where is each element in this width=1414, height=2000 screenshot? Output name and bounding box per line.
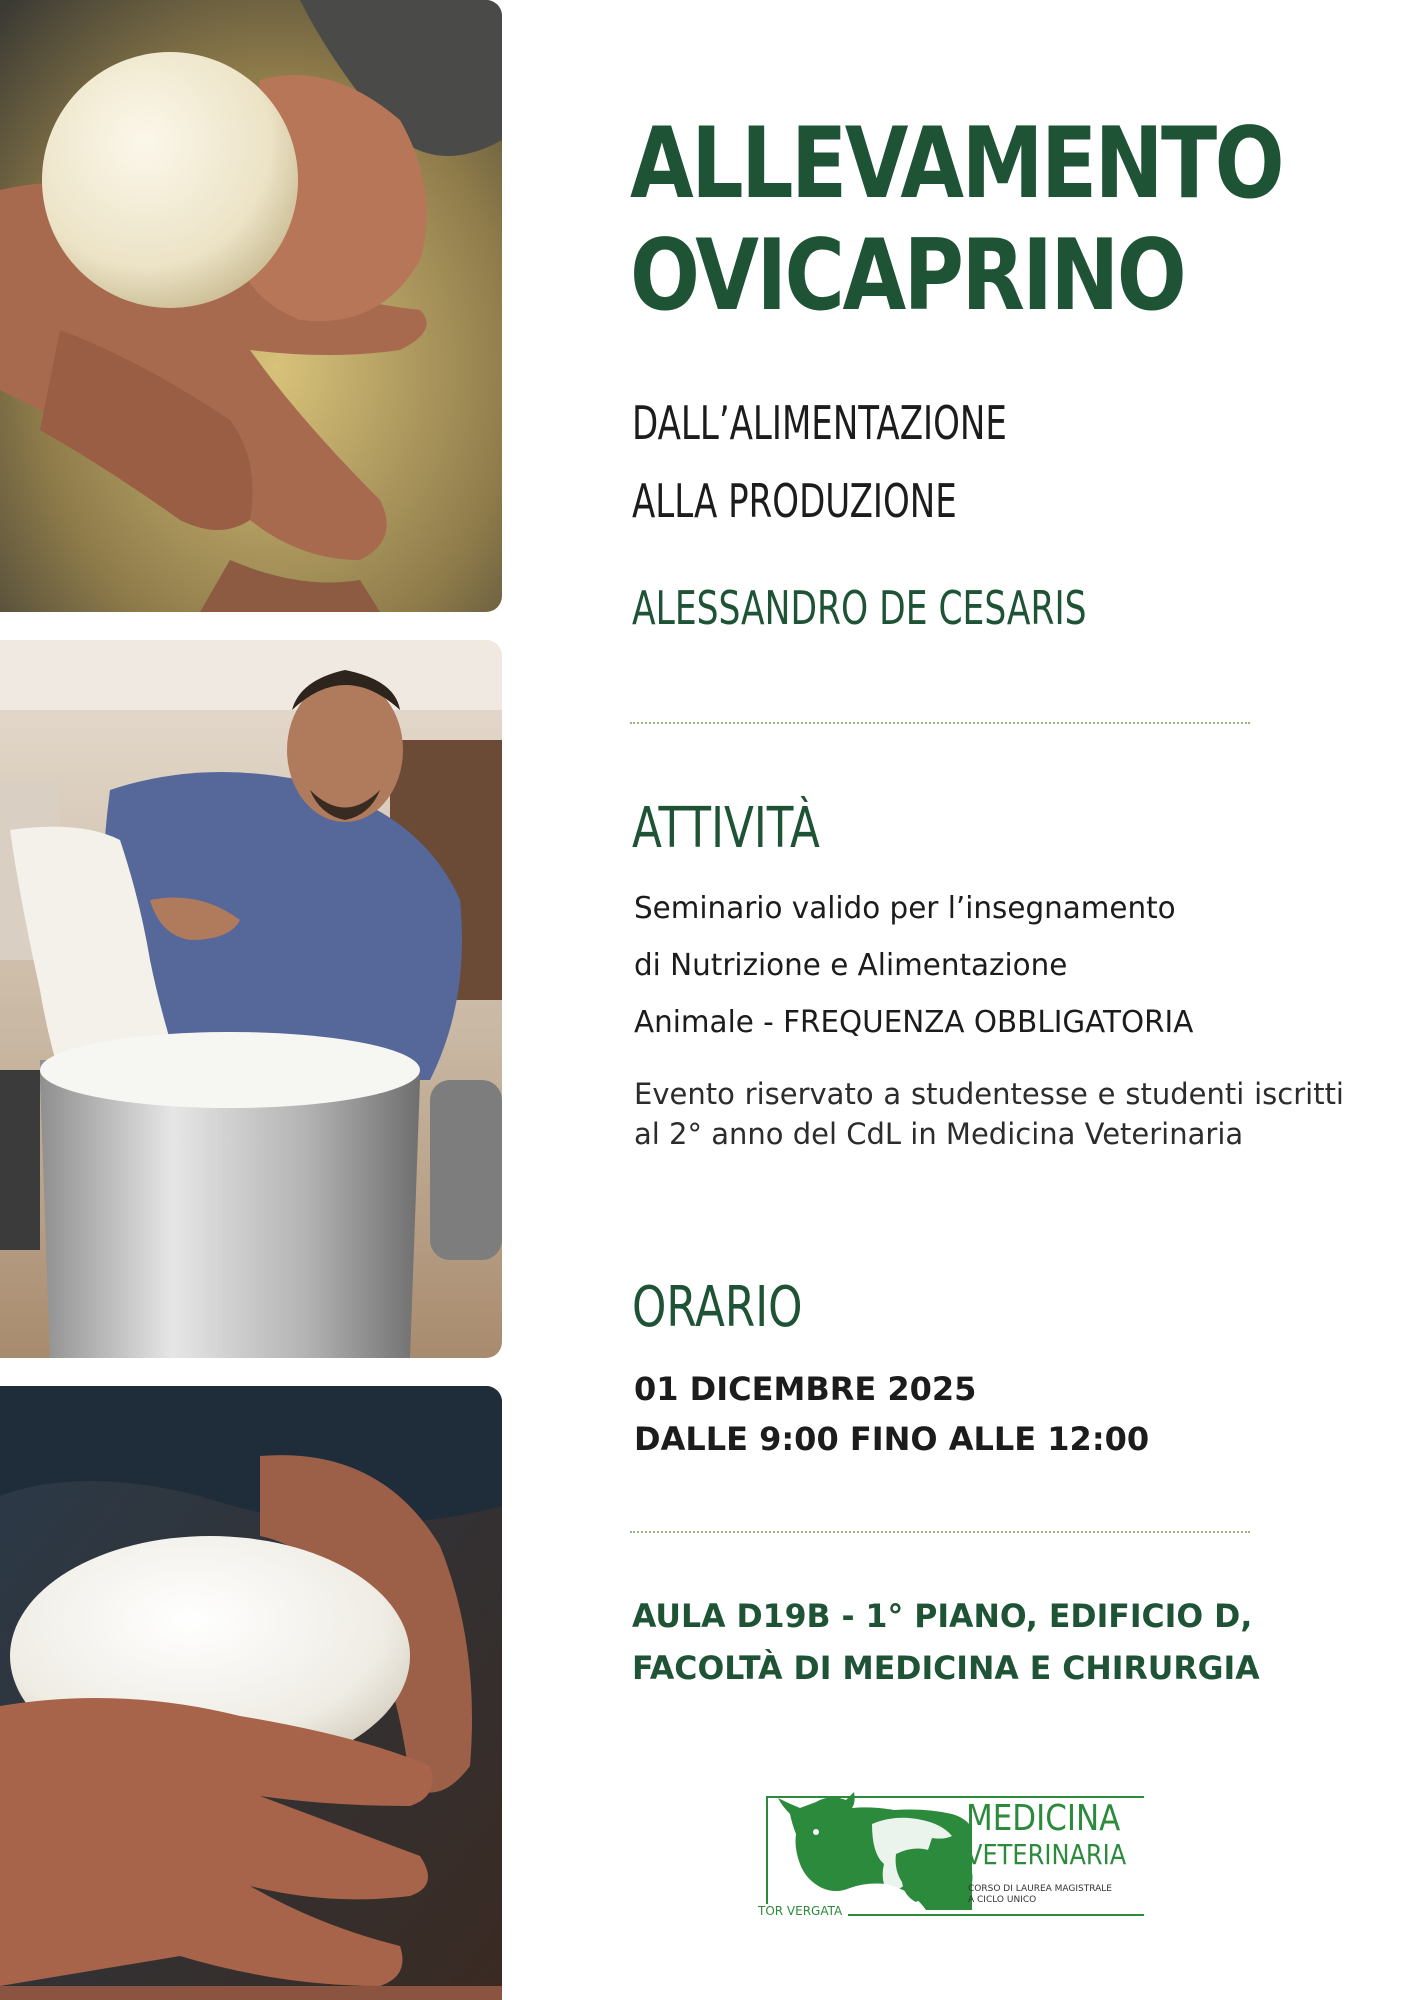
location-line-1: AULA D19B - 1° PIANO, EDIFICIO D, — [632, 1597, 1253, 1635]
subtitle-line-2: ALLA PRODUZIONE — [632, 474, 957, 528]
schedule-time: DALLE 9:00 FINO ALLE 12:00 — [634, 1420, 1150, 1458]
man-stretching-mozzarella-photo — [0, 640, 502, 1358]
logo-small-line-2: A CICLO UNICO — [968, 1895, 1037, 1905]
schedule-date: 01 DICEMBRE 2025 — [634, 1370, 977, 1408]
location — [632, 1590, 1341, 1694]
logo-small-line-1: CORSO DI LAUREA MAGISTRALE — [968, 1884, 1112, 1894]
location-line-2: FACOLTÀ DI MEDICINA E CHIRURGIA — [632, 1649, 1260, 1687]
title-line-1: ALLEVAMENTO — [630, 107, 1283, 221]
divider — [630, 1531, 1250, 1533]
hands-shaping-cheese-photo — [0, 1386, 502, 2000]
logo-course-text — [968, 1884, 1112, 1906]
activity-line-3: Animale - FREQUENZA OBBLIGATORIA — [634, 1005, 1194, 1040]
event-note: Evento riservato a studentesse e studenti iscritti al 2° anno del CdL in Medicina Veterinaria — [634, 1077, 1344, 1151]
speaker-name: ALESSANDRO DE CESARIS — [632, 581, 1087, 635]
medicina-veterinaria-logo — [758, 1784, 1158, 1918]
cheese-ball-photo — [0, 0, 502, 612]
title-line-2: OVICAPRINO — [630, 219, 1185, 333]
event-title — [630, 107, 1283, 333]
divider — [630, 722, 1250, 724]
subtitle-line-1: DALL’ALIMENTAZIONE — [632, 396, 1007, 450]
schedule-details — [634, 1364, 1334, 1464]
activity-line-2: di Nutrizione e Alimentazione — [634, 948, 1068, 983]
schedule-heading: ORARIO — [632, 1275, 803, 1340]
event-subtitle — [632, 384, 1076, 540]
activity-description — [634, 880, 1340, 1051]
logo-subtitle: VETERINARIA — [966, 1838, 1127, 1871]
animals-silhouette-icon — [776, 1784, 976, 1910]
activity-line-1: Seminario valido per l’insegnamento — [634, 891, 1176, 926]
logo-city: TOR VERGATA — [752, 1904, 848, 1918]
activity-heading: ATTIVITÀ — [632, 796, 820, 861]
logo-title: MEDICINA — [966, 1798, 1121, 1839]
